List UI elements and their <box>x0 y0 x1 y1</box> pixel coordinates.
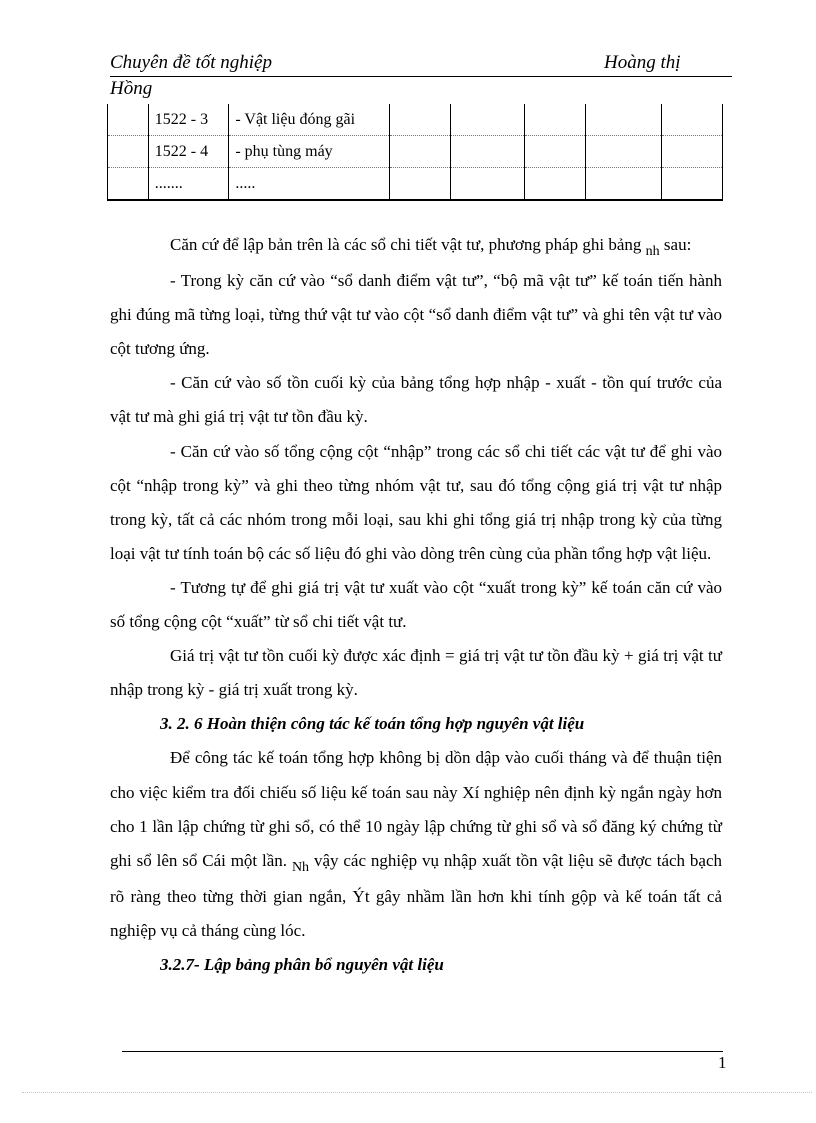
document-title: Chuyên đề tốt nghiệp <box>110 52 272 73</box>
subscript-fragment: nh <box>645 244 660 259</box>
paragraph: Căn cứ để lập bản trên là các sổ chi tiết vật tư, phương pháp ghi bảng $_{nh}$ sau: <box>170 235 692 259</box>
page-number: 1 <box>718 1053 727 1072</box>
paragraph: - Căn cứ vào số tổng cộng cột “nhập” trong các sổ chi tiết các vật tư để ghi vào cột “nhập trong kỳ” và ghi theo từng nhóm vật tư, sau đó tổng cộng giá trị vật tư nhập trong kỳ, tất cả các nhóm trong mỗi loại, sau khi ghi tổng giá trị nhập trong kỳ của từng loại vật tư tính toán bộ các số liệu đó ghi vào dòng trên cùng của phần tổng hợp vật liệu. <box>110 441 722 563</box>
section-heading: 3. 2. 6 Hoàn thiện công tác kế toán tổng hợp nguyên vật liệu <box>160 714 585 734</box>
header-rule <box>110 76 732 77</box>
paragraph: Giá trị vật tư tồn cuối kỳ được xác định = giá trị vật tư tồn đầu kỳ + giá trị vật tư nhập trong kỳ - giá trị xuất trong kỳ. <box>110 646 722 700</box>
material-name: ..... <box>229 168 389 201</box>
paragraph: Để công tác kế toán tổng hợp không bị dồn dập vào cuối tháng và để thuận tiện cho việc kiểm tra đối chiếu số liệu kế toán sau này Xí nghiệp nên định kỳ ngắn ngày hơn cho 1 lần lập chứng từ ghi sổ, có thể 10 ngày lập chứng từ ghi sổ và sổ đăng ký chứng từ ghi sổ lên sổ Cái một lần. $_{Nh}$ vậy các nghiệp vụ nhập xuất tồn vật liệu sẽ được tách bạch rõ ràng theo từng thời gian ngắn, Ýt gây nhầm lần hơn khi tính gộp và kế toán tất cả nghiệp vụ cả tháng cùng lóc. <box>110 748 723 940</box>
footer-rule <box>122 1051 723 1052</box>
material-code: 1522 - 4 <box>148 136 229 168</box>
paragraph: - Trong kỳ căn cứ vào “sổ danh điểm vật tư”, “bộ mã vật tư” kế toán tiến hành ghi đúng mã từng loại, từng thứ vật tư vào cột “sổ danh điểm vật tư” và ghi tên vật tư vào cột tương ứng. <box>110 271 722 359</box>
section-heading: 3.2.7- Lập bảng phân bổ nguyên vật liệu <box>160 954 444 974</box>
material-code: ....... <box>148 168 229 201</box>
subscript-fragment: Nh <box>291 859 310 875</box>
author-name: Hoàng thị <box>604 52 681 73</box>
body-text <box>110 228 722 982</box>
table-row <box>108 168 723 201</box>
table-row <box>108 136 723 168</box>
paragraph: - Căn cứ vào số tồn cuối kỳ của bảng tổng hợp nhập - xuất - tồn quí trước của vật tư mà ghi giá trị vật tư tồn đầu kỳ. <box>110 373 722 427</box>
materials-table <box>107 104 723 201</box>
material-code: 1522 - 3 <box>148 104 229 136</box>
page-header <box>110 52 732 100</box>
material-name: - Vật liệu đóng gãi <box>229 104 389 136</box>
page-boundary <box>22 1092 812 1093</box>
paragraph: - Tương tự để ghi giá trị vật tư xuất vào cột “xuất trong kỳ” kế toán căn cứ vào số tổng cộng cột “xuất” từ sổ chi tiết vật tư. <box>110 577 722 632</box>
material-name: - phụ tùng máy <box>229 136 389 168</box>
table-row <box>108 104 723 136</box>
author-name-continued: Hồng <box>110 78 153 99</box>
